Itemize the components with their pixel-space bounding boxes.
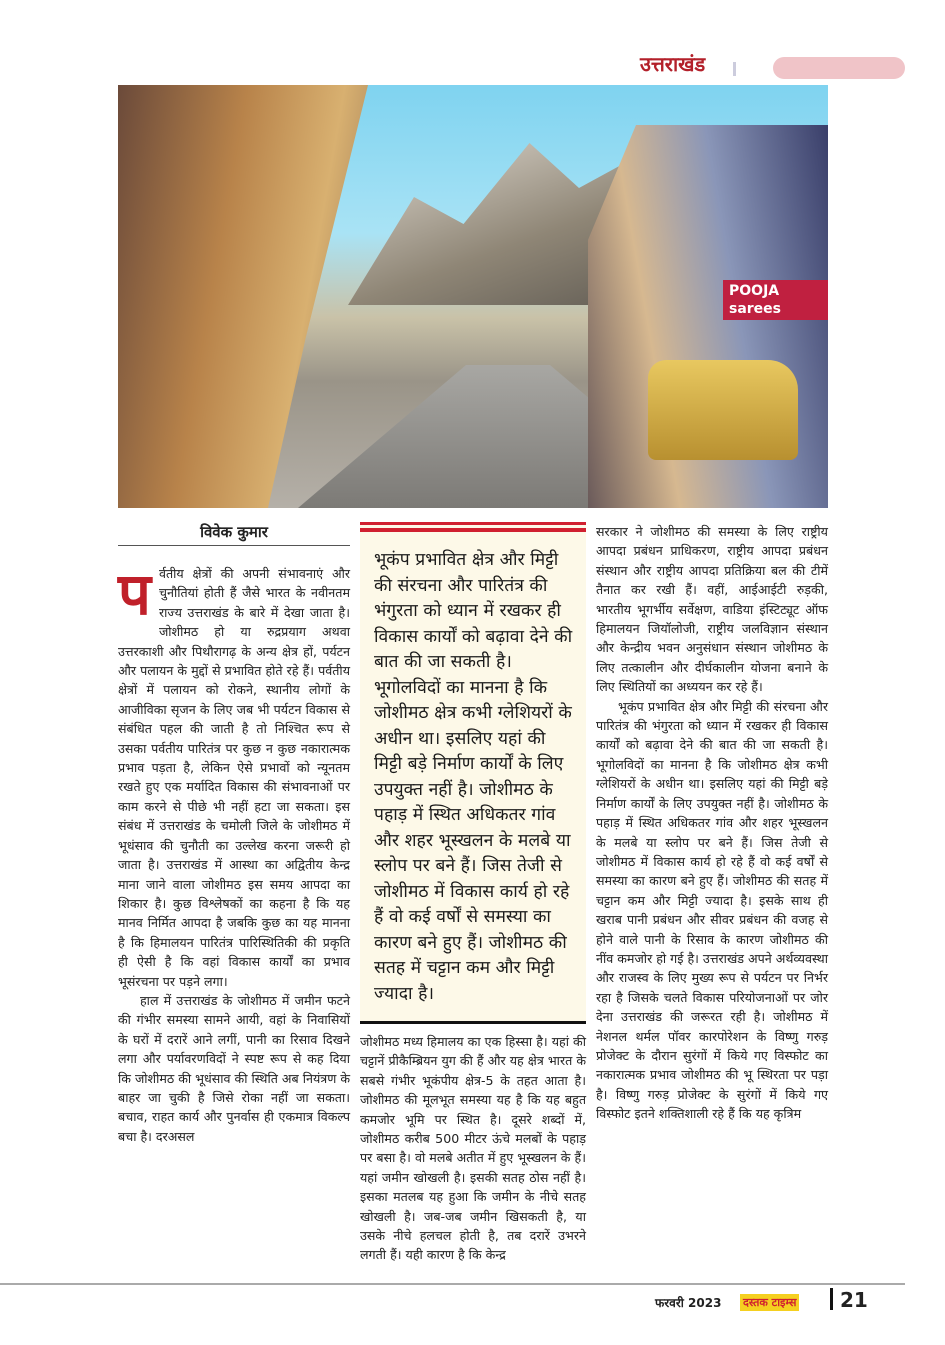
- pull-quote-box: [360, 522, 586, 1024]
- footer-divider: [830, 1288, 833, 1310]
- photo-buildings-left: [118, 85, 368, 508]
- issue-date: फरवरी 2023: [655, 1295, 722, 1310]
- article-column-2: [360, 522, 586, 1265]
- article-column-1: [118, 522, 350, 1146]
- page-number: 21: [840, 1287, 868, 1312]
- header-decorative-bar: [773, 57, 905, 79]
- magazine-logo: दस्तक टाइम्स: [740, 1294, 799, 1311]
- paragraph: र्वतीय क्षेत्रों की अपनी संभावनाएं और चुनौतियां होती हैं जैसे भारत के नवीनतम राज्य उत्तराखंड के बारे में देखा जाता है। जोशीमठ हो या रुद्रप्रयाग अथवा उत्तरकाशी और पिथौरागढ़ के अन्य क्षेत्र हों, पर्यटन और पलायन के मुद्दों से प्रभावित होते रहे हैं। पर्वतीय क्षेत्रों में पलायन को रोकने, स्थानीय लोगों के आजीविका सृजन के लिए जब भी पर्यटन विकास से संबंधित पहल की जाती है तो निश्चित रूप से उसका पर्वतीय पारितंत्र पर कुछ न कुछ नकारात्मक प्रभाव पड़ता है, लेकिन ऐसे प्रभावों को न्यूनतम रखते हुए एक मर्यादित विकास की संभावनाओं पर काम करने से पीछे भी नहीं हटा जा सकता। इस संबंध में उत्तराखंड के चमोली जिले के जोशीमठ में भूधंसाव की चुनौती का उल्लेख करना जरूरी हो जाता है। उत्तराखंड में आस्था का अद्वितीय केन्द्र माना जाने वाला जोशीमठ इस समय आपदा का शिकार है। कुछ विश्लेषकों का कहना है कि यह मानव निर्मित आपदा है जबकि कुछ का यह मानना है कि हिमालयन पारितंत्र पारिस्थितिकी की प्रकृति ही ऐसी है कि वहां विकास कार्यों का प्रभाव भूसंरचना पर पड़ने लगा।: [118, 566, 350, 989]
- quote-rule-top: [360, 522, 586, 525]
- photo-car: [648, 360, 798, 460]
- author-byline: विवेक कुमार: [118, 522, 350, 546]
- paragraph: सरकार ने जोशीमठ की समस्या के लिए राष्ट्रीय आपदा प्रबंधन प्राधिकरण, राष्ट्रीय आपदा प्रबंधन संस्थान और राष्ट्रीय आपदा प्रतिक्रिया बल की टीमें तैनात कर रखी हैं। वहीं, आईआईटी रुड़की, भारतीय भूगर्भीय सर्वेक्षण, वाडिया इंस्टिट्यूट ऑफ हिमालयन जियॉलोजी, राष्ट्रीय जलविज्ञान संस्थान और केन्द्रीय भवन अनुसंधान संस्थान जोशीमठ के लिए तत्कालीन और दीर्घकालीन योजना बनाने के लिए स्थितियों का अध्ययन कर रहे हैं।: [596, 524, 828, 695]
- section-title: उत्तराखंड: [640, 52, 706, 76]
- paragraph: जोशीमठ मध्य हिमालय का एक हिस्सा है। यहां की चट्टानें प्रीकैम्ब्रियन युग की हैं और यह क्षेत्र भारत के सबसे गंभीर भूकंपीय क्षेत्र-5 के तहत आता है। जोशीमठ की मूलभूत समस्या यह है कि यह बहुत कमजोर भूमि पर स्थित है। दूसरे शब्दों में, जोशीमठ करीब 500 मीटर ऊंचे मलबों के पहाड़ पर बसा है। वो मलबे अतीत में हुए भूस्खलन के हैं। यहां जमीन खोखली है। इसकी सतह ठोस नहीं है। इसका मतलब यह हुआ कि जमीन के नीचे सतह खोखली है। जब-जब जमीन खिसकती है, या उसके नीचे हलचल होती है, तब दरारें उभरने लगती हैं। यही कारण है कि केन्द्र: [360, 1034, 586, 1263]
- pull-quote-text: भूकंप प्रभावित क्षेत्र और मिट्टी की संरचना और पारितंत्र की भंगुरता को ध्यान में रखकर ही विकास कार्यों को बढ़ावा देने की बात की जा सकती है। भूगोलविदों का मानना है कि जोशीमठ क्षेत्र कभी ग्लेशियरों के अधीन था। इसलिए यहां की मिट्टी बड़े निर्माण कार्यों के लिए उपयुक्त नहीं है। जोशीमठ के पहाड़ में स्थित अधिकतर गांव और शहर भूस्खलन के मलबे या स्लोप पर बने हैं। जिस तेजी से जोशीमठ में विकास कार्य हो रहे हैं वो कई वर्षों से समस्या का कारण बने हुए हैं। जोशीमठ की सतह में चट्टान कम और मिट्टी ज्यादा है।: [374, 550, 573, 1004]
- page-header: [0, 0, 945, 85]
- photo-shop-sign: POOJA sarees: [723, 280, 828, 320]
- article-body: [118, 522, 828, 1265]
- article-column-3: [596, 522, 828, 1124]
- article-photo-street: [118, 85, 828, 508]
- paragraph: भूकंप प्रभावित क्षेत्र और मिट्टी की संरचना और पारितंत्र की भंगुरता को ध्यान में रखकर ही विकास कार्यों को बढ़ावा देने की बात की जा सकती है। भूगोलविदों का मानना है कि जोशीमठ क्षेत्र कभी ग्लेशियरों के अधीन था। इसलिए यहां की मिट्टी बड़े निर्माण कार्यों के लिए उपयुक्त नहीं है। जोशीमठ के पहाड़ में स्थित अधिकतर गांव और शहर भूस्खलन के मलबे या स्लोप पर बने हैं। जिस तेजी से जोशीमठ में विकास कार्य हो रहे हैं वो कई वर्षों से समस्या का कारण बने हुए हैं। जोशीमठ की सतह में चट्टान कम और मिट्टी ज्यादा है। इसके साथ ही खराब पानी प्रबंधन और सीवर प्रबंधन की वजह से होने वाले पानी के रिसाव के कारण जोशीमठ की नींव कमजोर हो गई है। उत्तराखंड अपने अर्थव्यवस्था और राजस्व के लिए मुख्य रूप से पर्यटन पर निर्भर रहा है जिसके चलते विकास परियोजनाओं पर जोर देना उत्तराखंड की जरूरत रही है। जोशीमठ में नेशनल थर्मल पॉवर कारपोरेशन के विष्णु गरुड़ प्रोजेक्ट के दौरान सुरंगों में किये गए विस्फोट का नकारात्मक प्रभाव जोशीमठ की भू स्थिरता पर पड़ा है। विष्णु गरुड़ प्रोजेक्ट के सुरंगों में किये गए विस्फोट इतने शक्तिशाली रहे हैं कि यह कृत्रिम: [596, 698, 828, 1122]
- drop-cap: प: [118, 560, 151, 628]
- header-divider: [733, 62, 736, 76]
- page-footer: [0, 1283, 905, 1345]
- paragraph: हाल में उत्तराखंड के जोशीमठ में जमीन फटने की गंभीर समस्या सामने आयी, वहां के निवासियों के घरों में दरारें आने लगीं, पानी का रिसाव दिखने लगा और पर्यावरणविदों ने स्पष्ट रूप से कह दिया कि जोशीमठ की भूधंसाव की स्थिति अब नियंत्रण के बाहर जा चुकी है जिसे रोका नहीं जा सकता। बचाव, राहत कार्य और पुनर्वास ही एकमात्र विकल्प बचा है। दरअसल: [118, 992, 350, 1144]
